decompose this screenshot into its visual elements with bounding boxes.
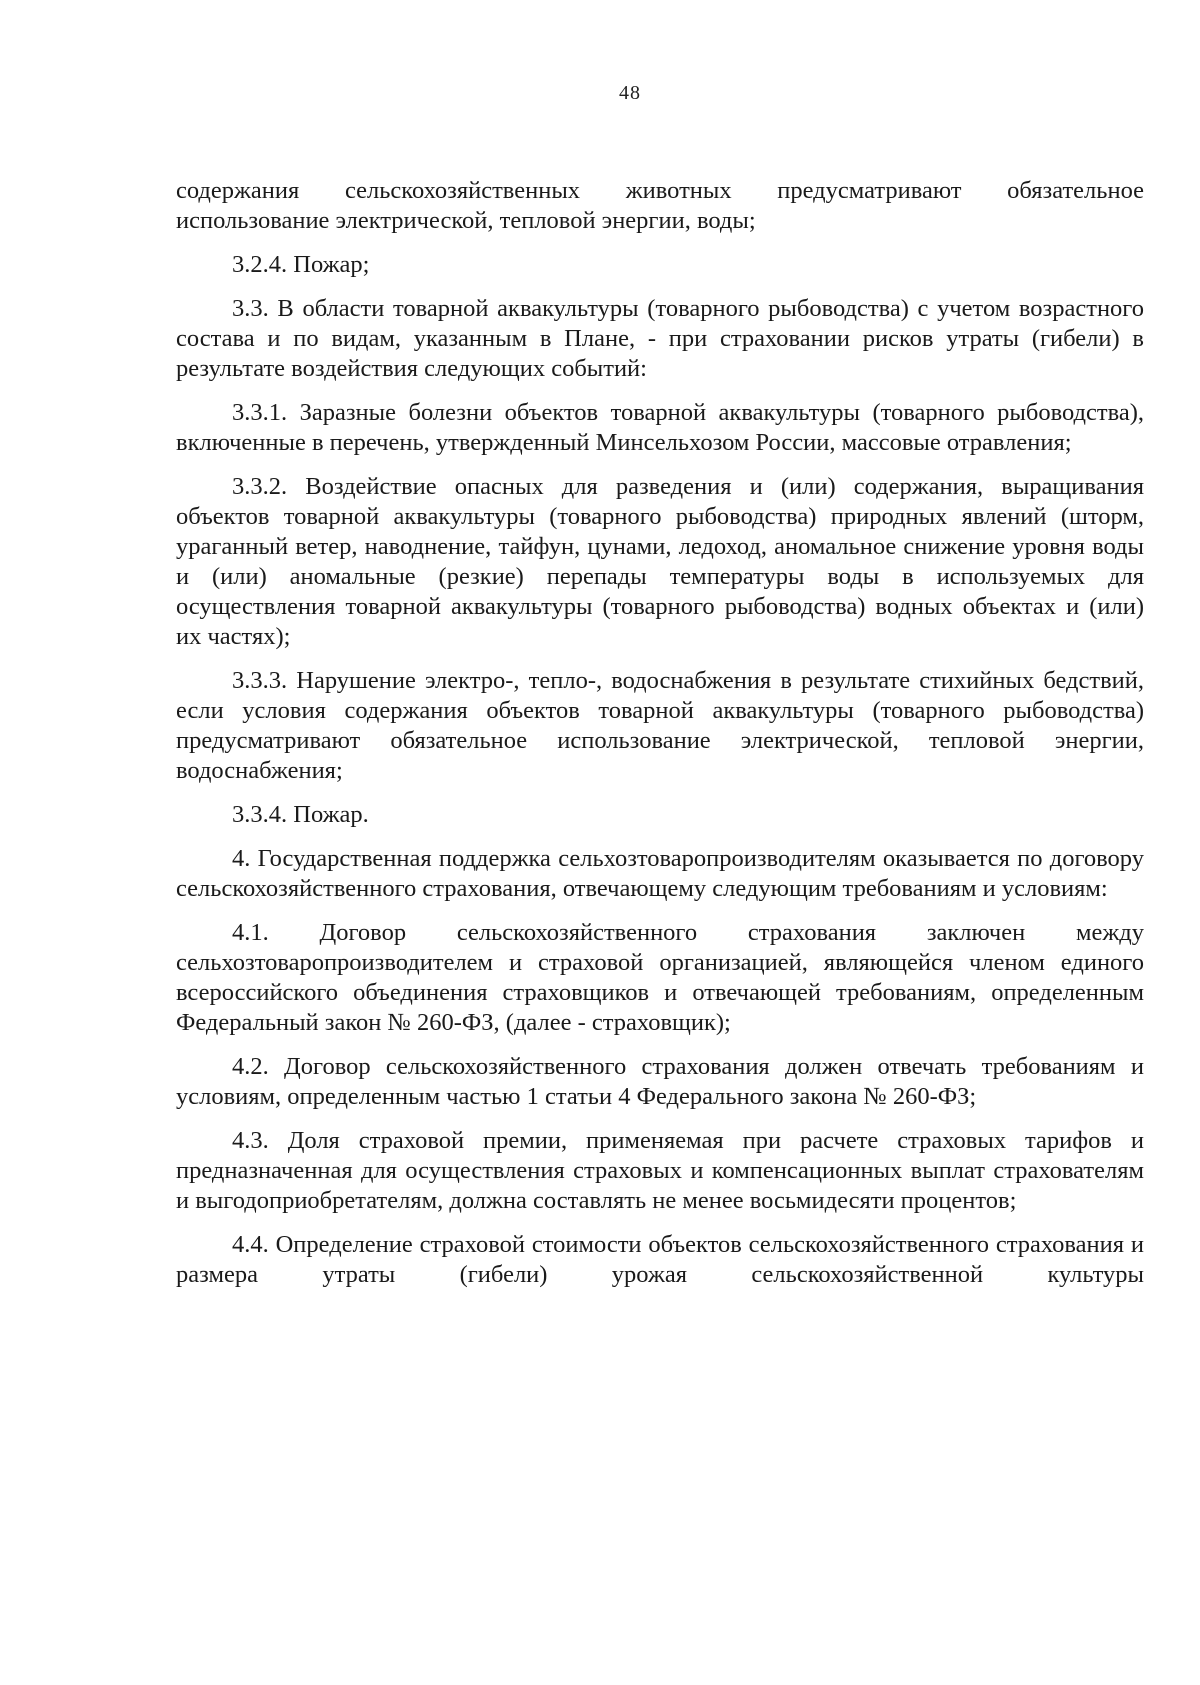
paragraph-3-3-4: 3.3.4. Пожар.: [232, 801, 369, 828]
paragraph-3-3-3: 3.3.3. Нарушение электро-, тепло-, водоснабжения в результате стихийных бедствий, если условия содержания объектов товарной аквакультуры (товарного рыбоводства) предусматривают обязательное использование электрической, тепловой энергии, водоснабжения;: [176, 667, 1144, 784]
paragraph-3-3-2: 3.3.2. Воздействие опасных для разведения и (или) содержания, выращивания объектов товарной аквакультуры (товарного рыбоводства) природных явлений (шторм, ураганный ветер, наводнение, тайфун, цунами, ледоход, аномальное снижение уровня воды и (или) аномальные (резкие) перепады температуры воды в используемых для осуществления товарной аквакультуры (товарного рыбоводства) водных объектах и (или) их частях);: [176, 473, 1144, 650]
paragraph-4-3: 4.3. Доля страховой премии, применяемая при расчете страховых тарифов и предназначенная для осуществления страховых и компенсационных выплат страхователям и выгодоприобретателям, должна составлять не менее восьмидесяти процентов;: [176, 1127, 1144, 1214]
paragraph-3-2-4: 3.2.4. Пожар;: [232, 251, 370, 278]
paragraph-continuation: содержания сельскохозяйственных животных предусматривают обязательное использование электрической, тепловой энергии, воды;: [176, 177, 1144, 234]
paragraph-4-4: 4.4. Определение страховой стоимости объектов сельскохозяйственного страхования и размера утраты (гибели) урожая сельскохозяйственной культуры: [176, 1231, 1144, 1288]
page-number: 48: [619, 82, 641, 104]
paragraph-4-1: 4.1. Договор сельскохозяйственного страхования заключен между сельхозтоваропроизводителем и страховой организацией, являющейся членом единого всероссийского объединения страховщиков и отвечающей требованиям, определенным Федеральный закон № 260-ФЗ, (далее - страховщик);: [176, 919, 1144, 1036]
paragraph-4: 4. Государственная поддержка сельхозтоваропроизводителям оказывается по договору сельскохозяйственного страхования, отвечающему следующим требованиям и условиям:: [176, 845, 1144, 902]
paragraph-3-3-1: 3.3.1. Заразные болезни объектов товарной аквакультуры (товарного рыбоводства), включенные в перечень, утвержденный Минсельхозом России, массовые отравления;: [176, 399, 1144, 456]
paragraph-4-2: 4.2. Договор сельскохозяйственного страхования должен отвечать требованиям и условиям, определенным частью 1 статьи 4 Федерального закона № 260-ФЗ;: [176, 1053, 1144, 1110]
paragraph-3-3: 3.3. В области товарной аквакультуры (товарного рыбоводства) с учетом возрастного состава и по видам, указанным в Плане, - при страховании рисков утраты (гибели) в результате воздействия следующих событий:: [176, 295, 1144, 382]
document-body: [176, 176, 1144, 1304]
